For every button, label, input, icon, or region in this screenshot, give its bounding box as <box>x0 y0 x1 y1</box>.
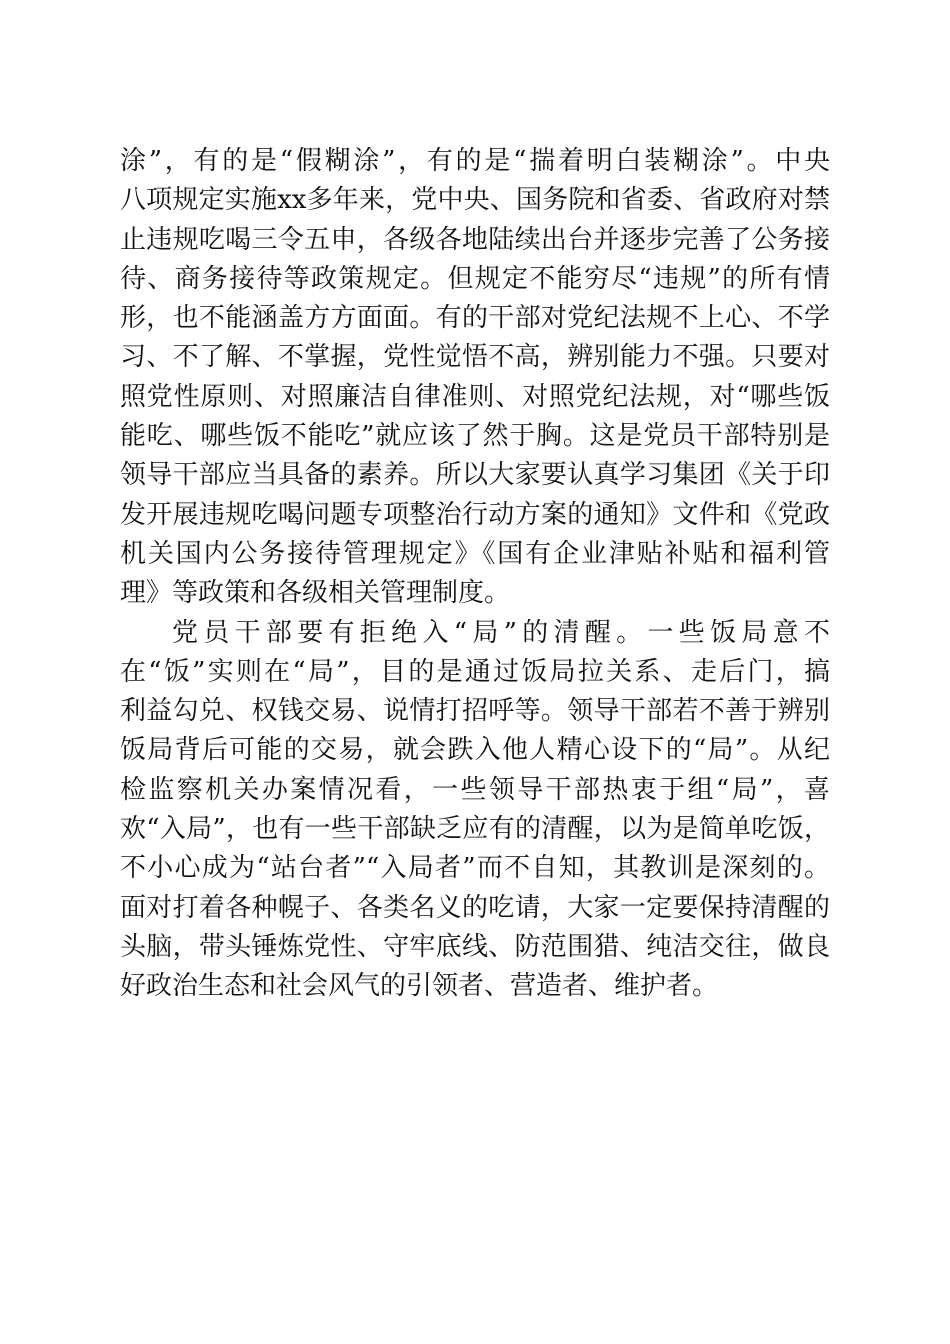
paragraph-line: 党员干部要有拒绝入“局”的清醒。一些饭局意不 <box>172 617 830 648</box>
paragraph-line: 面对打着各种幌子、各类名义的吃请，大家一定要保持清醒的 <box>120 892 830 923</box>
paragraph-line: 在“饭”实则在“局”，目的是通过饭局拉关系、走后门，搞 <box>120 656 830 687</box>
paragraph-line: 饭局背后可能的交易，就会跌入他人精心设下的“局”。从纪 <box>120 735 830 766</box>
paragraph-line: 好政治生态和社会风气的引领者、营造者、维护者。 <box>120 971 719 1002</box>
paragraph-line: 理》等政策和各级相关管理制度。 <box>120 578 511 609</box>
paragraph-line: 形，也不能涵盖方方面面。有的干部对党纪法规不上心、不学 <box>120 303 830 334</box>
paragraph-line: 能吃、哪些饭不能吃”就应该了然于胸。这是党员干部特别是 <box>120 421 830 452</box>
paragraph-line: 照党性原则、对照廉洁自律准则、对照党纪法规，对“哪些饭 <box>120 381 830 412</box>
paragraph-line: 欢“入局”，也有一些干部缺乏应有的清醒，以为是简单吃饭， <box>120 814 830 845</box>
paragraph-line: 头脑，带头锤炼党性、守牢底线、防范围猎、纯洁交往，做良 <box>120 931 830 962</box>
paragraph-line: 检监察机关办案情况看，一些领导干部热衷于组“局”，喜 <box>120 774 830 805</box>
paragraph-line: 发开展违规吃喝问题专项整治行动方案的通知》文件和《党政 <box>120 499 830 530</box>
paragraph-line: 待、商务接待等政策规定。但规定不能穷尽“违规”的所有情 <box>120 263 830 294</box>
paragraph-line: 机关国内公务接待管理规定》《国有企业津贴补贴和福利管 <box>120 538 830 569</box>
paragraph-line: 习、不了解、不掌握，党性觉悟不高，辨别能力不强。只要对 <box>120 342 830 373</box>
paragraph-line: 领导干部应当具备的素养。所以大家要认真学习集团《关于印 <box>120 460 830 491</box>
paragraph-line: 利益勾兑、权钱交易、说情打招呼等。领导干部若不善于辨别 <box>120 696 830 727</box>
paragraph-line: 八项规定实施xx多年来，党中央、国务院和省委、省政府对禁 <box>120 185 830 216</box>
paragraph-line: 不小心成为“站台者”“入局者”而不自知，其教训是深刻的。 <box>120 853 830 884</box>
document-body <box>120 142 830 1007</box>
paragraph-2 <box>120 614 830 1007</box>
paragraph-1 <box>120 142 830 614</box>
paragraph-line: 涂”，有的是“假糊涂”，有的是“揣着明白装糊涂”。中央 <box>120 146 830 176</box>
paragraph-line: 止违规吃喝三令五申，各级各地陆续出台并逐步完善了公务接 <box>120 224 830 255</box>
